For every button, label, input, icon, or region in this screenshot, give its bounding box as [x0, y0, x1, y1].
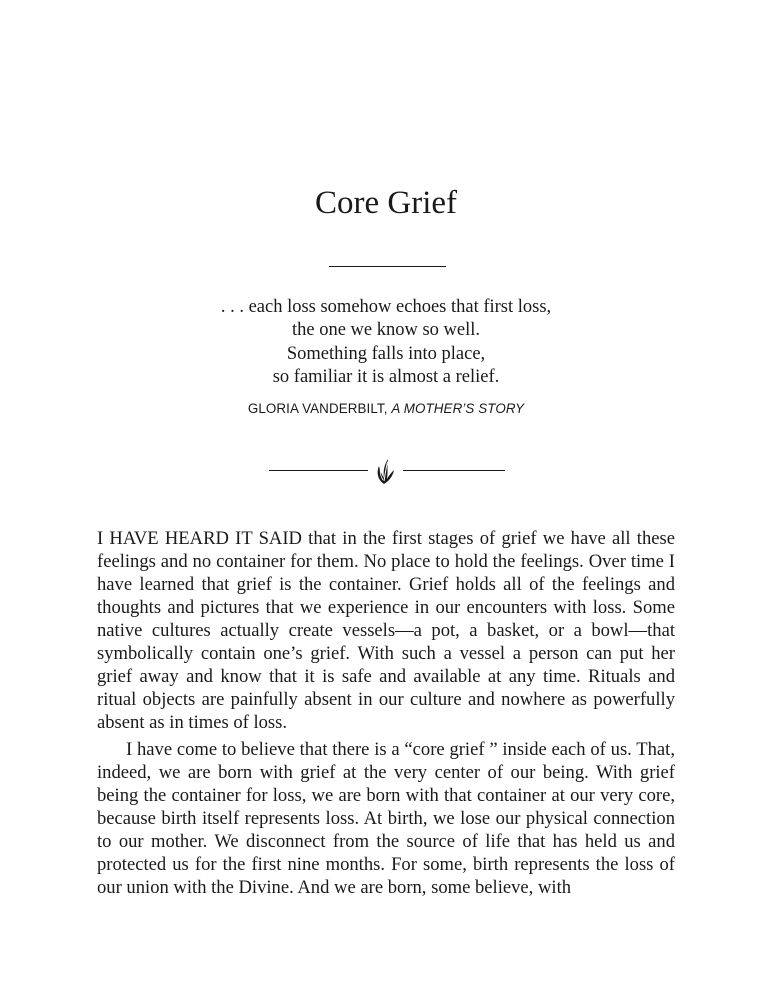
epigraph-line: the one we know so well. — [291, 320, 481, 341]
epigraph-attribution — [0, 400, 772, 418]
epigraph-line: Something falls into place, — [286, 343, 486, 364]
epigraph-line: . . . each loss somehow echoes that first loss, — [220, 297, 552, 317]
chapter-title: Core Grief — [314, 185, 458, 221]
ornament-rule-right — [403, 470, 505, 471]
section-ornament — [269, 457, 505, 485]
title-divider — [329, 266, 446, 267]
attribution-book: A MOTHER’S STORY — [391, 401, 525, 416]
ornament-rule-left — [269, 470, 368, 471]
attribution-author: GLORIA VANDERBILT, — [247, 401, 388, 416]
chapter-body — [97, 527, 675, 899]
flame-leaf-icon — [373, 457, 397, 485]
epigraph — [0, 296, 772, 389]
epigraph-line: so familiar it is almost a relief. — [272, 366, 500, 387]
body-paragraph: I have come to believe that there is a “core grief ” inside each of us. That, indeed, we are born with grief at the very center of our being. With grief being the container for loss, we are born with that container at our very core, because birth itself represents loss. At birth, we lose our physical connection to our mother. We disconnect from the source of life that has held us and protected us for the first nine months. For some, birth represents the loss of our union with the Divine. And we are born, some believe, with — [97, 739, 675, 898]
body-paragraph: I HAVE HEARD IT SAID that in the first stages of grief we have all these feelings and no container for them. No place to hold the feelings. Over time I have learned that grief is the container. Grief holds all of the feelings and thoughts and pictures that we experience in our encounters with loss. Some native cultures actually create vessels—a pot, a basket, or a bowl—that symbolically contain one’s grief. With such a vessel a person can put her grief away and know that it is safe and available at any time. Rituals and ritual objects are painfully absent in our culture and nowhere as powerfully absent as in times of loss. — [97, 528, 675, 733]
